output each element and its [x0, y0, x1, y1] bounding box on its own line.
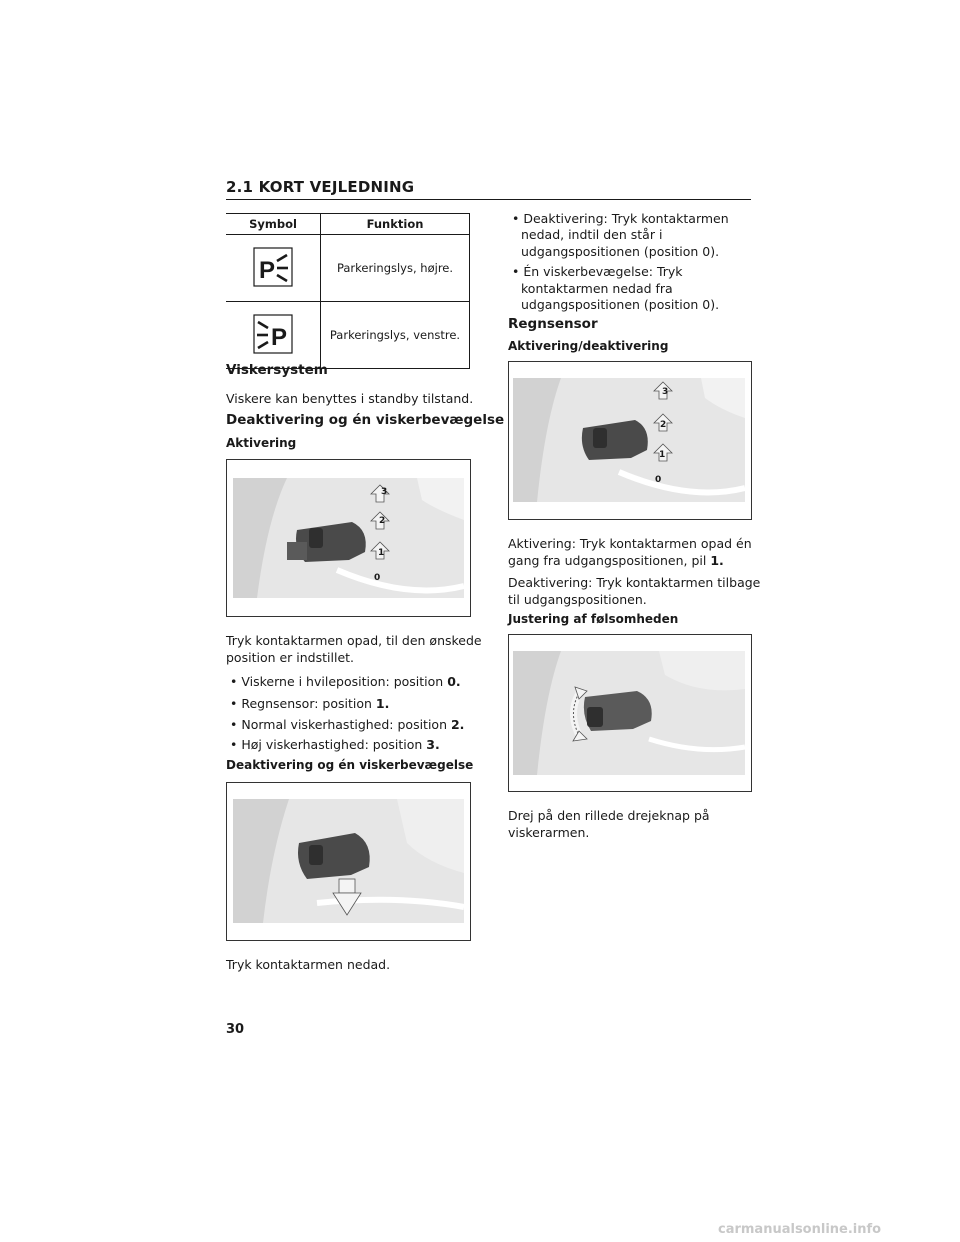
figure-sensitivity-knob	[508, 634, 752, 792]
list-item: • Regnsensor: position 1.	[230, 696, 390, 711]
col-symbol-header: Symbol	[226, 214, 321, 235]
figure-wiper-down	[226, 782, 471, 941]
paragraph-turn-knob-2: viskerarmen.	[508, 825, 590, 840]
heading-activation-deactivation: Aktivering/deaktivering	[508, 339, 669, 353]
heading-sensitivity: Justering af følsomheden	[508, 612, 679, 626]
section-title: 2.1 KORT VEJLEDNING	[226, 178, 415, 196]
list-item-text: Deaktivering: Tryk kontaktarmen	[523, 211, 729, 226]
paragraph-wiper: Viskere kan benyttes i standby tilstand.	[226, 391, 474, 406]
list-item-value: 3.	[426, 737, 440, 752]
list-item-text: Høj viskerhastighed: position	[241, 737, 427, 752]
list-item-continuation: udgangspositionen (position 0).	[521, 297, 720, 312]
col-function-header: Funktion	[321, 214, 470, 235]
list-item-continuation: nedad, indtil den står i	[521, 227, 663, 242]
list-item-value: 0.	[447, 674, 461, 689]
heading-deactivation-2: Deaktivering og én viskerbevægelse	[226, 758, 474, 772]
paragraph-push-up-2: position er indstillet.	[226, 650, 355, 665]
paragraph-turn-knob-1: Drej på den rillede drejeknap på	[508, 808, 710, 823]
list-item-text: Viskerne i hvileposition: position	[241, 674, 448, 689]
page-number: 30	[226, 1022, 245, 1037]
list-item-value: 2.	[450, 717, 465, 732]
arrow-label-3: 3	[381, 487, 388, 497]
list-item-value: 1.	[375, 696, 390, 711]
figure-rain-sensor	[508, 361, 752, 520]
arrow-label-1: 1	[378, 548, 385, 558]
arrow-label-3: 3	[662, 387, 669, 397]
symbol-cell	[226, 302, 321, 369]
figure-wiper-activation	[226, 459, 471, 617]
arrow-label-2: 2	[660, 420, 667, 430]
table-header-row	[226, 214, 470, 235]
list-item: • Deaktivering: Tryk kontaktarmen	[512, 211, 729, 226]
paragraph-activation-text: gang fra udgangspositionen, pil	[508, 553, 711, 568]
list-item-text: Normal viskerhastighed: position	[241, 717, 451, 732]
arrow-label-0: 0	[374, 573, 381, 583]
symbol-table	[226, 213, 470, 369]
paragraph-push-up-1: Tryk kontaktarmen opad, til den ønskede	[226, 633, 482, 648]
paragraph-activation-value: 1.	[710, 553, 724, 568]
symbol-cell	[226, 235, 321, 302]
parking-light-right-icon	[253, 247, 293, 287]
paragraph-push-down: Tryk kontaktarmen nedad.	[226, 957, 391, 972]
heading-rain-sensor: Regnsensor	[508, 316, 598, 332]
list-item: • Normal viskerhastighed: position 2.	[230, 717, 465, 732]
list-item: • Viskerne i hvileposition: position 0.	[230, 674, 461, 689]
arrow-label-1: 1	[659, 450, 666, 460]
list-item-continuation: udgangspositionen (position 0).	[521, 244, 720, 259]
arrow-label-2: 2	[379, 516, 386, 526]
heading-activation: Aktivering	[226, 436, 297, 450]
paragraph-deactivation-1: Deaktivering: Tryk kontaktarmen tilbage	[508, 575, 761, 590]
list-item-continuation: kontaktarmen nedad fra	[521, 281, 673, 296]
heading-deactivation: Deaktivering og én viskerbevægelse	[226, 412, 505, 428]
svg-text:P: P	[259, 256, 276, 284]
parking-light-left-icon	[253, 314, 293, 354]
heading-wiper-system: Viskersystem	[226, 362, 328, 378]
table-row	[226, 235, 470, 302]
section-divider	[226, 199, 751, 200]
paragraph-activation-1: Aktivering: Tryk kontaktarmen opad én	[508, 536, 752, 551]
function-cell: Parkeringslys, højre.	[321, 235, 470, 302]
paragraph-deactivation-2: til udgangspositionen.	[508, 592, 647, 607]
paragraph-activation-2	[508, 552, 724, 569]
table-row	[226, 302, 470, 369]
arrow-label-0: 0	[655, 475, 662, 485]
list-item: • Høj viskerhastighed: position 3.	[230, 737, 440, 752]
list-item: • Én viskerbevægelse: Tryk	[512, 264, 683, 279]
watermark: carmanualsonline.info	[718, 1222, 882, 1237]
svg-text:P: P	[271, 323, 288, 351]
list-item-text: Én viskerbevægelse: Tryk	[523, 264, 683, 279]
list-item-text: Regnsensor: position	[241, 696, 376, 711]
function-cell: Parkeringslys, venstre.	[321, 302, 470, 369]
